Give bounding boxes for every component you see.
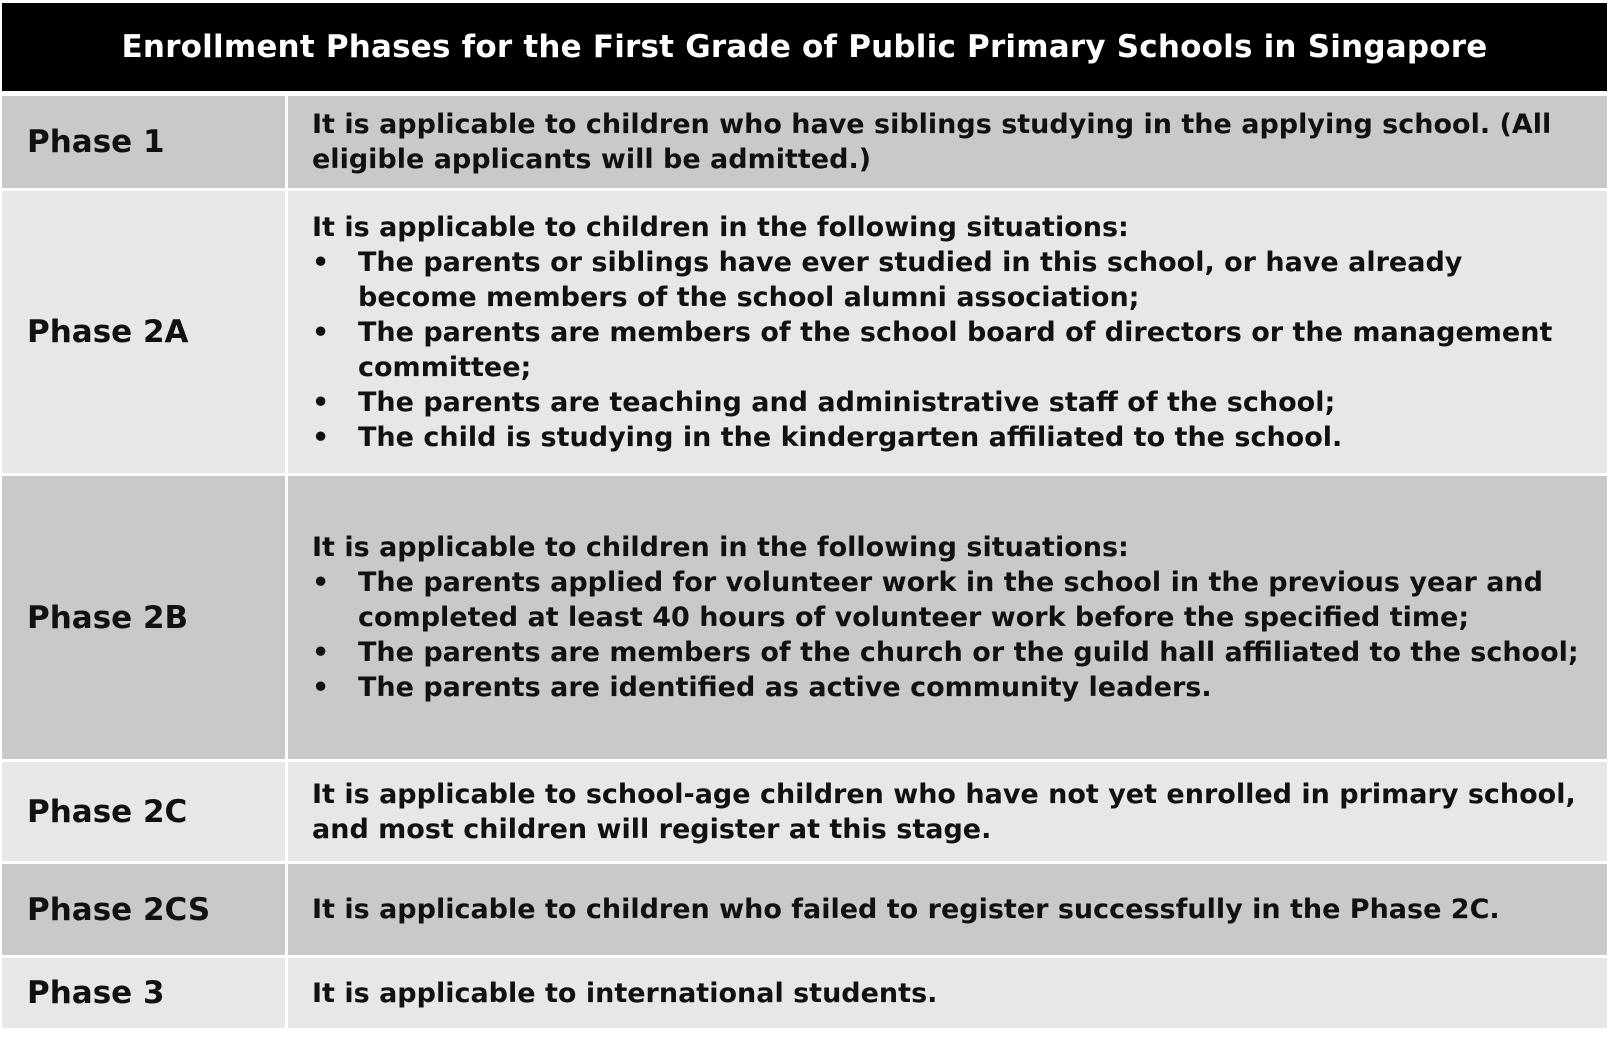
- situation-list: [312, 245, 1589, 455]
- table-row-phase-2cs: [2, 861, 1607, 955]
- phase-description: It is applicable to children who have siblings studying in the applying school. (All eligible applicants will be admitted.): [312, 109, 1552, 175]
- phase-label: Phase 2C: [2, 762, 288, 861]
- phase-label: Phase 2A: [2, 191, 288, 473]
- bullet-icon: •: [312, 567, 330, 598]
- list-item: • The parents or siblings have ever studied in this school, or have already become members of the school alumni association;: [312, 246, 1463, 313]
- situation-list: [312, 565, 1589, 705]
- phase-description-cell: [288, 958, 1607, 1028]
- table-row-phase-2b: [2, 473, 1607, 759]
- bullet-icon: •: [312, 316, 330, 348]
- phase-description-cell: [288, 762, 1607, 861]
- table-title: Enrollment Phases for the First Grade of Public Primary Schools in Singapore: [2, 3, 1607, 91]
- table-row-phase-1: [2, 91, 1607, 188]
- bullet-icon: •: [312, 637, 330, 668]
- list-item: • The parents are members of the church or the guild hall affiliated to the school;: [312, 637, 1579, 668]
- phase-label: Phase 2CS: [2, 864, 288, 955]
- phase-label: Phase 1: [2, 96, 288, 188]
- table-row-phase-2c: [2, 759, 1607, 861]
- list-item: • The parents are identified as active community leaders.: [312, 672, 1212, 703]
- enrollment-phases-table: [2, 3, 1607, 1028]
- table-row-phase-3: [2, 955, 1607, 1028]
- bullet-icon: •: [312, 421, 330, 453]
- bullet-icon: •: [312, 246, 330, 278]
- phase-label: Phase 3: [2, 958, 288, 1028]
- bullet-icon: •: [312, 386, 330, 418]
- phase-description: It is applicable to children who failed to register successfully in the Phase 2C.: [312, 894, 1500, 925]
- phase-description: It is applicable to children in the following situations:: [312, 532, 1129, 563]
- phase-description: It is applicable to school-age children who have not yet enrolled in primary school, and most children will register at this stage.: [312, 778, 1576, 845]
- table-row-phase-2a: [2, 188, 1607, 473]
- phase-description-cell: [288, 864, 1607, 955]
- phase-description: It is applicable to international students.: [312, 977, 938, 1009]
- phase-label: Phase 2B: [2, 476, 288, 759]
- list-item: • The parents are teaching and administrative staff of the school;: [312, 386, 1336, 418]
- phase-description-cell: [288, 476, 1607, 759]
- list-item: • The parents are members of the school board of directors or the management committee;: [312, 316, 1553, 383]
- phase-description: It is applicable to children in the following situations:: [312, 211, 1129, 243]
- list-item: • The child is studying in the kindergarten affiliated to the school.: [312, 421, 1343, 453]
- bullet-icon: •: [312, 672, 330, 703]
- phase-description-cell: [288, 96, 1607, 188]
- list-item: • The parents applied for volunteer work in the school in the previous year and completed at least 40 hours of volunteer work before the specified time;: [312, 567, 1543, 633]
- phase-description-cell: [288, 191, 1607, 473]
